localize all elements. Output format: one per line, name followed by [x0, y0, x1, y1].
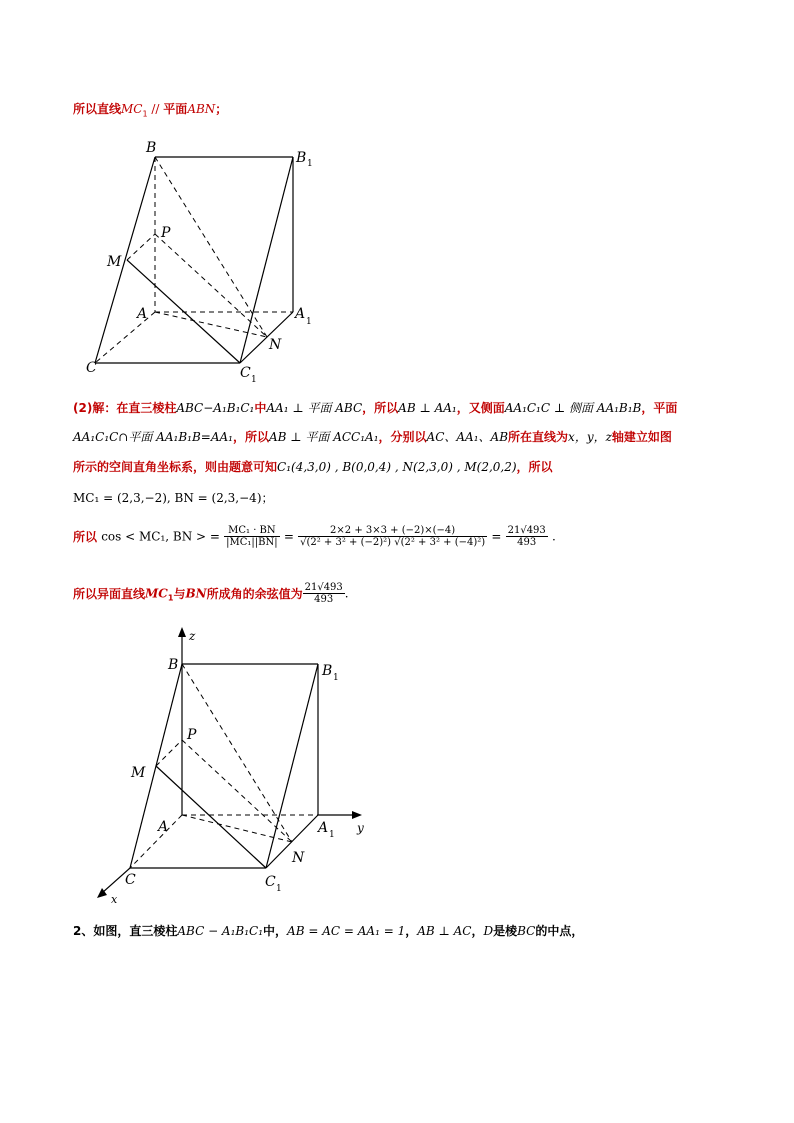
segment-MC1 — [156, 766, 266, 868]
label-y: y — [357, 821, 364, 835]
fraction-vectors: $\frac{\text{MC₁ · BN}}{\text{|MC₁||BN|}}$ — [226, 525, 278, 548]
label-M: M — [131, 765, 146, 781]
segment-PN-hidden — [182, 740, 292, 842]
label-z: z — [189, 629, 196, 643]
cosine-formula: 所以 cos < MC₁, BN > = $\frac{\text{MC₁ · BN}}{\text{|MC₁||BN|}}$ = $\frac{2\times 2 + 3\times 3 + (-2)\times(-4)}{\text{√(2² + 3² + (−2)²) √(2² + 3² + (−4)²)}}$ = $\frac{21√493}{493}$ . — [73, 525, 556, 548]
svg-text:1: 1 — [306, 317, 312, 327]
label-A1: A — [318, 820, 329, 836]
fraction-result: $\frac{21√493}{493}$ — [507, 525, 546, 548]
label-C1: C — [265, 874, 276, 890]
segment-PN-hidden — [155, 234, 267, 337]
fraction-numeric: $\frac{2\times 2 + 3\times 3 + (-2)\times(-4)}{\text{√(2² + 3² + (−2)²) √(2² + 3² + (−4)²)}}$ — [300, 525, 486, 548]
y-axis-arrow — [352, 811, 362, 819]
solution-line-1: (2)解：在直三棱柱ABC−A₁B₁C₁中AA₁ ⊥ 平面 ABC，所以AB ⊥ AA₁，又侧面AA₁C₁C ⊥ 侧面 AA₁B₁B，平面 — [73, 401, 678, 415]
label-N: N — [269, 337, 282, 353]
z-axis-arrow — [178, 627, 186, 637]
label-P: P — [161, 225, 171, 241]
label-P: P — [187, 727, 197, 743]
edge-BC — [95, 157, 155, 363]
label-C1: C — [240, 365, 251, 381]
svg-text:1: 1 — [333, 673, 339, 683]
solution-line-3: 所示的空间直角坐标系，则由题意可知C₁(4,3,0) , B(0,0,4) , N(2,3,0) , M(2,0,2)，所以 — [73, 460, 553, 474]
label-A: A — [158, 819, 169, 835]
prism-figure-2 — [90, 622, 390, 907]
label-N: N — [292, 850, 305, 866]
label-B: B — [146, 140, 157, 156]
svg-text:1: 1 — [329, 830, 335, 840]
edge-AC-hidden — [130, 815, 182, 868]
label-M: M — [107, 254, 122, 270]
conclusion-line-parallel: 所以直线$MC_1$ // 平面ABN； — [73, 102, 228, 119]
edge-B1C1 — [240, 157, 293, 363]
label-B1: B — [296, 150, 307, 166]
solution-line-2: AA₁C₁C∩平面 AA₁B₁B=AA₁，所以AB ⊥ 平面 ACC₁A₁，分别以AC、AA₁、AB所在直线为x，y，z轴建立如图 — [73, 430, 672, 444]
vector-coordinates: MC₁ = (2,3,−2), BN = (2,3,−4)； — [73, 491, 274, 505]
problem-2-statement: 2、如图，直三棱柱ABC − A₁B₁C₁中，AB = AC = AA₁ = 1，AB ⊥ AC，D是棱BC的中点， — [73, 924, 584, 938]
label-A: A — [137, 306, 148, 322]
svg-text:1: 1 — [276, 884, 282, 894]
svg-text:1: 1 — [307, 159, 313, 169]
label-x: x — [111, 893, 118, 906]
segment-BN-hidden — [155, 157, 267, 337]
label-C: C — [125, 872, 136, 888]
svg-text:1: 1 — [251, 375, 257, 385]
prism-figure-1 — [80, 135, 340, 385]
label-A1: A — [295, 306, 306, 322]
label-C: C — [86, 360, 97, 376]
label-B1: B — [322, 663, 333, 679]
label-B: B — [168, 657, 179, 673]
conclusion-cosine: 所以异面直线$MC_1$与BN所成角的余弦值为 $\frac{21√493}{493}$ . — [73, 582, 349, 605]
